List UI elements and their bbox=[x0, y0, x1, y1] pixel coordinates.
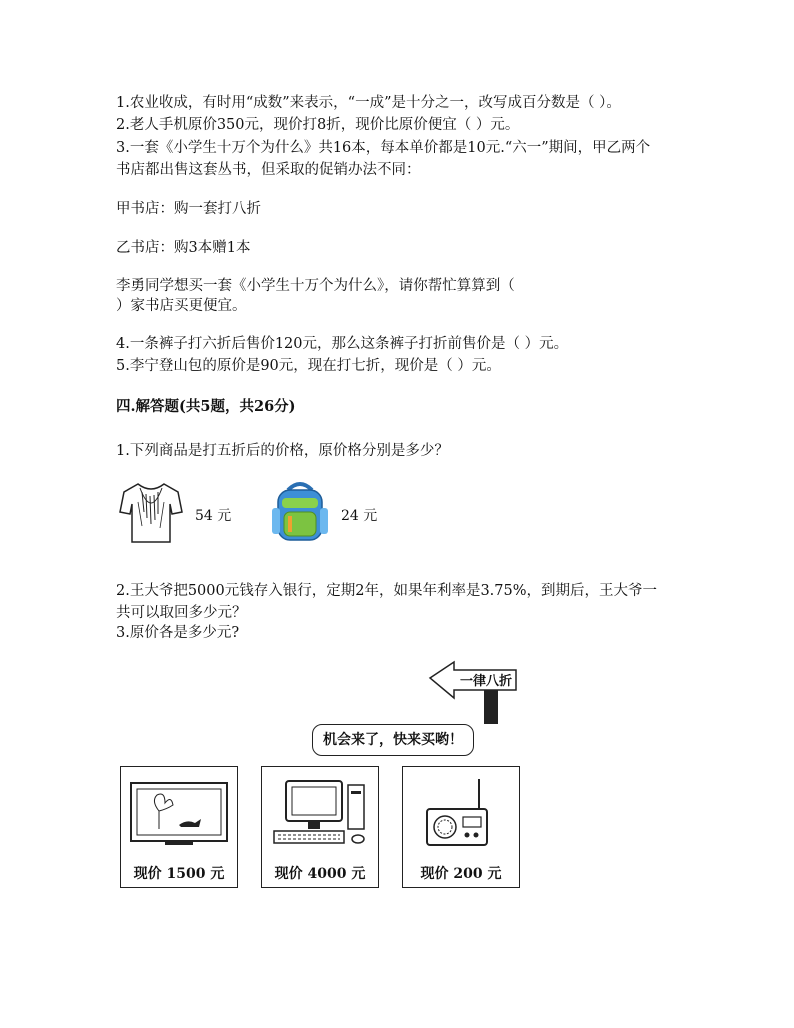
computer-icon bbox=[268, 777, 372, 849]
problem-2-line-1: 2.王大爷把5000元钱存入银行，定期2年，如果年利率是3.75%，到期后，王大爷一 bbox=[116, 583, 658, 599]
question-1: 1.农业收成，有时用“成数”来表示，“一成”是十分之一，改写成百分数是（ ）。 bbox=[116, 95, 621, 111]
question-3-line-1: 3.一套《小学生十万个为什么》共16本，每本单价都是10元.“六一”期间，甲乙两个 bbox=[116, 140, 651, 156]
question-2: 2.老人手机原价350元，现价打8折，现价比原价便宜（ ）元。 bbox=[116, 117, 520, 133]
question-3-store-a: 甲书店：购一套打八折 bbox=[116, 201, 261, 217]
question-3-line-2: 书店都出售这套丛书，但采取的促销办法不同： bbox=[116, 162, 421, 178]
arrow-sign-text: 一律八折 bbox=[459, 674, 513, 689]
discount-arrow-sign bbox=[428, 658, 524, 728]
shirt-price: 54 元 bbox=[195, 508, 232, 524]
question-5: 5.李宁登山包的原价是90元，现在打七折，现价是（ ）元。 bbox=[116, 358, 501, 374]
tv-icon bbox=[129, 781, 229, 847]
backpack-price: 24 元 bbox=[341, 508, 378, 524]
question-4: 4.一条裤子打六折后售价120元，那么这条裤子打折前售价是（ ）元。 bbox=[116, 336, 569, 352]
product-radio-card bbox=[402, 766, 520, 888]
product-tv-card bbox=[120, 766, 238, 888]
backpack-icon bbox=[268, 480, 332, 546]
problem-3: 3.原价各是多少元? bbox=[116, 625, 240, 641]
speech-bubble: 机会来了，快来买哟！ bbox=[312, 724, 474, 756]
question-3-ask-line-2: ）家书店买更便宜。 bbox=[116, 298, 247, 314]
section-heading: 四.解答题(共5题，共26分) bbox=[116, 398, 296, 415]
radio-price: 现价 200 元 bbox=[420, 866, 502, 882]
computer-price: 现价 4000 元 bbox=[274, 866, 366, 882]
tv-price: 现价 1500 元 bbox=[133, 866, 225, 882]
problem-2-line-2: 共可以取回多少元？ bbox=[116, 605, 247, 621]
question-3-ask-line-1: 李勇同学想买一套《小学生十万个为什么》，请你帮忙算算到（ bbox=[116, 278, 515, 294]
radio-icon bbox=[421, 777, 501, 849]
shirt-icon bbox=[116, 478, 186, 548]
question-3-store-b: 乙书店：购3本赠1本 bbox=[116, 240, 251, 256]
problem-1: 1.下列商品是打五折后的价格，原价格分别是多少？ bbox=[116, 443, 449, 459]
product-computer-card bbox=[261, 766, 379, 888]
